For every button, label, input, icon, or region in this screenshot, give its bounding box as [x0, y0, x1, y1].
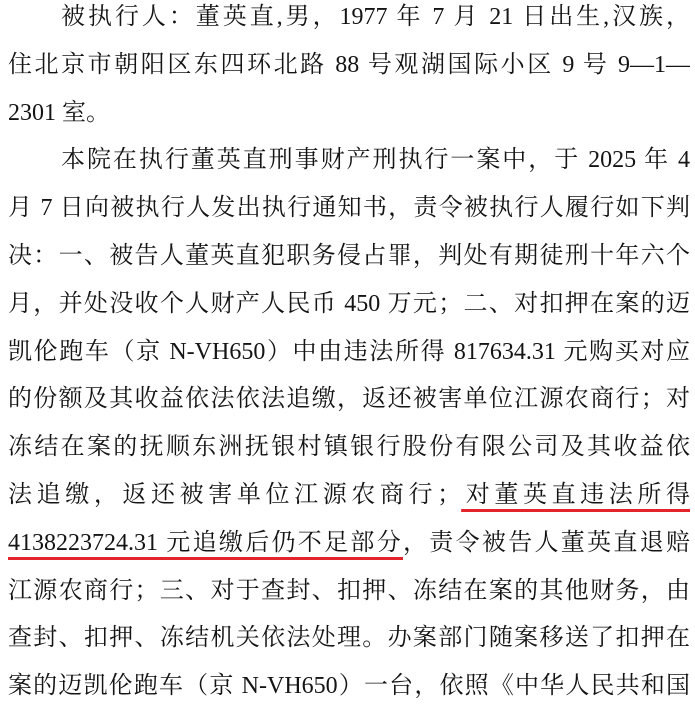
document-body [8, 0, 690, 711]
text-line: 月，并处没收个人财产人民币 450 万元；二、对扣押在案的迈 [8, 290, 690, 317]
red-underlined-text: 4138223724.31 元追缴后仍不足部分 [8, 529, 403, 556]
text-line: 决：一、被告人董英直犯职务侵占罪，判处有期徒刑十年六个 [8, 242, 690, 269]
text-segment: ，责令被告人董英直退赔 [403, 529, 690, 556]
text-line: 住北京市朝阳区东四环北路 88 号观湖国际小区 9 号 9—1— [8, 51, 690, 78]
text-line: 2301 室。 [8, 99, 110, 126]
text-line: 凯伦跑车（京 N-VH650）中由违法所得 817634.31 元购买对应 [8, 338, 690, 365]
text-line [8, 520, 690, 568]
text-line: 江源农商行；三、对于查封、扣押、冻结在案的其他财务，由 [8, 577, 690, 604]
red-underlined-text: 对董英直违法所得 [461, 481, 690, 508]
text-line: 月 7 日向被执行人发出执行通知书，责令被执行人履行如下判 [8, 195, 690, 222]
text-segment: 法追缴，返还被害单位江源农商行； [8, 481, 462, 508]
text-line: 查封、扣押、冻结机关依法处理。办案部门随案移送了扣押在 [8, 625, 690, 652]
text-line: 本院在执行董英直刑事财产刑执行一案中，于 2025 年 4 [61, 147, 690, 174]
text-line: 冻结在案的抚顺东洲抚银村镇银行股份有限公司及其收益依 [8, 434, 690, 461]
text-line [8, 472, 690, 520]
text-line: 的份额及其收益依法依法追缴，返还被害单位江源农商行；对 [8, 386, 690, 413]
text-line: 案的迈凯伦跑车（京 N-VH650）一台，依照《中华人民共和国 [8, 673, 690, 700]
text-line: 被执行人：董英直,男，1977 年 7 月 21 日出生,汉族， [61, 4, 690, 30]
